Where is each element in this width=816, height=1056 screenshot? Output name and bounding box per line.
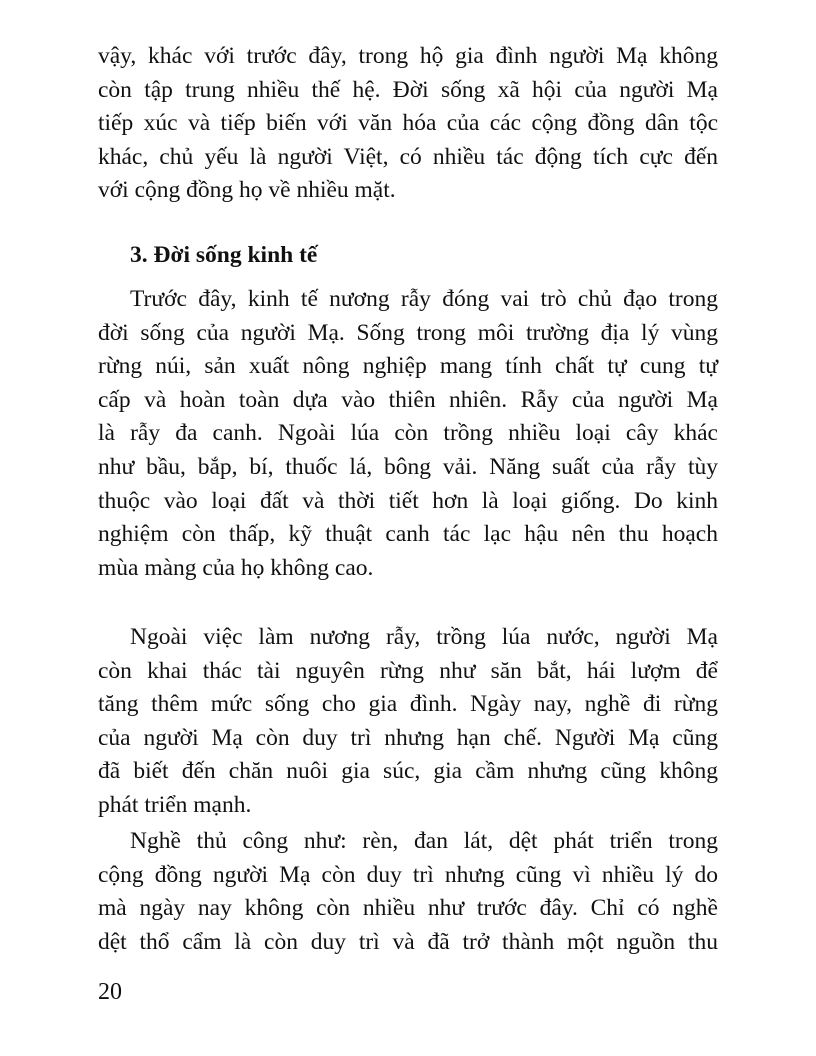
- text-line: mùa màng của họ không cao.: [98, 554, 374, 581]
- text-line: vậy, khác với trước đây, trong hộ gia đình người Mạ không: [98, 43, 718, 69]
- page-number: 20: [98, 979, 122, 1005]
- text-line: còn tập trung nhiều thế hệ. Đời sống xã hội của người Mạ: [98, 76, 718, 103]
- text-line: của người Mạ còn duy trì nhưng hạn chế. Người Mạ cũng: [98, 724, 718, 751]
- text-line: Nghề thủ công như: rèn, đan lát, dệt phát triển trong: [130, 828, 718, 854]
- paragraph-3: [98, 621, 718, 823]
- text-line: như bầu, bắp, bí, thuốc lá, bông vải. Năng suất của rẫy tùy: [98, 453, 718, 480]
- text-line: khác, chủ yếu là người Việt, có nhiều tác động tích cực đến: [98, 143, 718, 170]
- text-line: là rẫy đa canh. Ngoài lúa còn trồng nhiều loại cây khác: [98, 420, 718, 447]
- text-line: thuộc vào loại đất và thời tiết hơn là loại giống. Do kinh: [98, 487, 718, 514]
- text-line: rừng núi, sản xuất nông nghiệp mang tính chất tự cung tự: [98, 353, 718, 380]
- text-line: tiếp xúc và tiếp biến với văn hóa của các cộng đồng dân tộc: [98, 110, 718, 137]
- text-line: cộng đồng người Mạ còn duy trì nhưng cũng vì nhiều lý do: [98, 861, 718, 888]
- text-line: đã biết đến chăn nuôi gia súc, gia cầm nhưng cũng không: [98, 758, 718, 785]
- text-line: với cộng đồng họ về nhiều mặt.: [98, 177, 396, 204]
- text-line: còn khai thác tài nguyên rừng như săn bắt, hái lượm để: [98, 657, 718, 684]
- text-line: Trước đây, kinh tế nương rẫy đóng vai trò chủ đạo trong: [130, 286, 718, 312]
- paragraph-2: [98, 283, 718, 585]
- paragraph-1: [98, 40, 718, 208]
- text-line: cấp và hoàn toàn dựa vào thiên nhiên. Rẫy của người Mạ: [98, 386, 718, 413]
- text-line: Ngoài việc làm nương rẫy, trồng lúa nước, người Mạ: [130, 624, 718, 650]
- text-line: đời sống của người Mạ. Sống trong môi trường địa lý vùng: [98, 319, 718, 346]
- text-line: phát triển mạnh.: [98, 791, 252, 818]
- text-line: dệt thổ cẩm là còn duy trì và đã trở thành một nguồn thu: [98, 928, 718, 955]
- text-line: tăng thêm mức sống cho gia đình. Ngày nay, nghề đi rừng: [98, 691, 718, 718]
- paragraph-4: [98, 825, 718, 959]
- section-heading: 3. Đời sống kinh tế: [130, 242, 318, 268]
- text-line: nghiệm còn thấp, kỹ thuật canh tác lạc hậu nên thu hoạch: [98, 521, 718, 548]
- text-line: mà ngày nay không còn nhiều như trước đây. Chỉ có nghề: [98, 895, 718, 922]
